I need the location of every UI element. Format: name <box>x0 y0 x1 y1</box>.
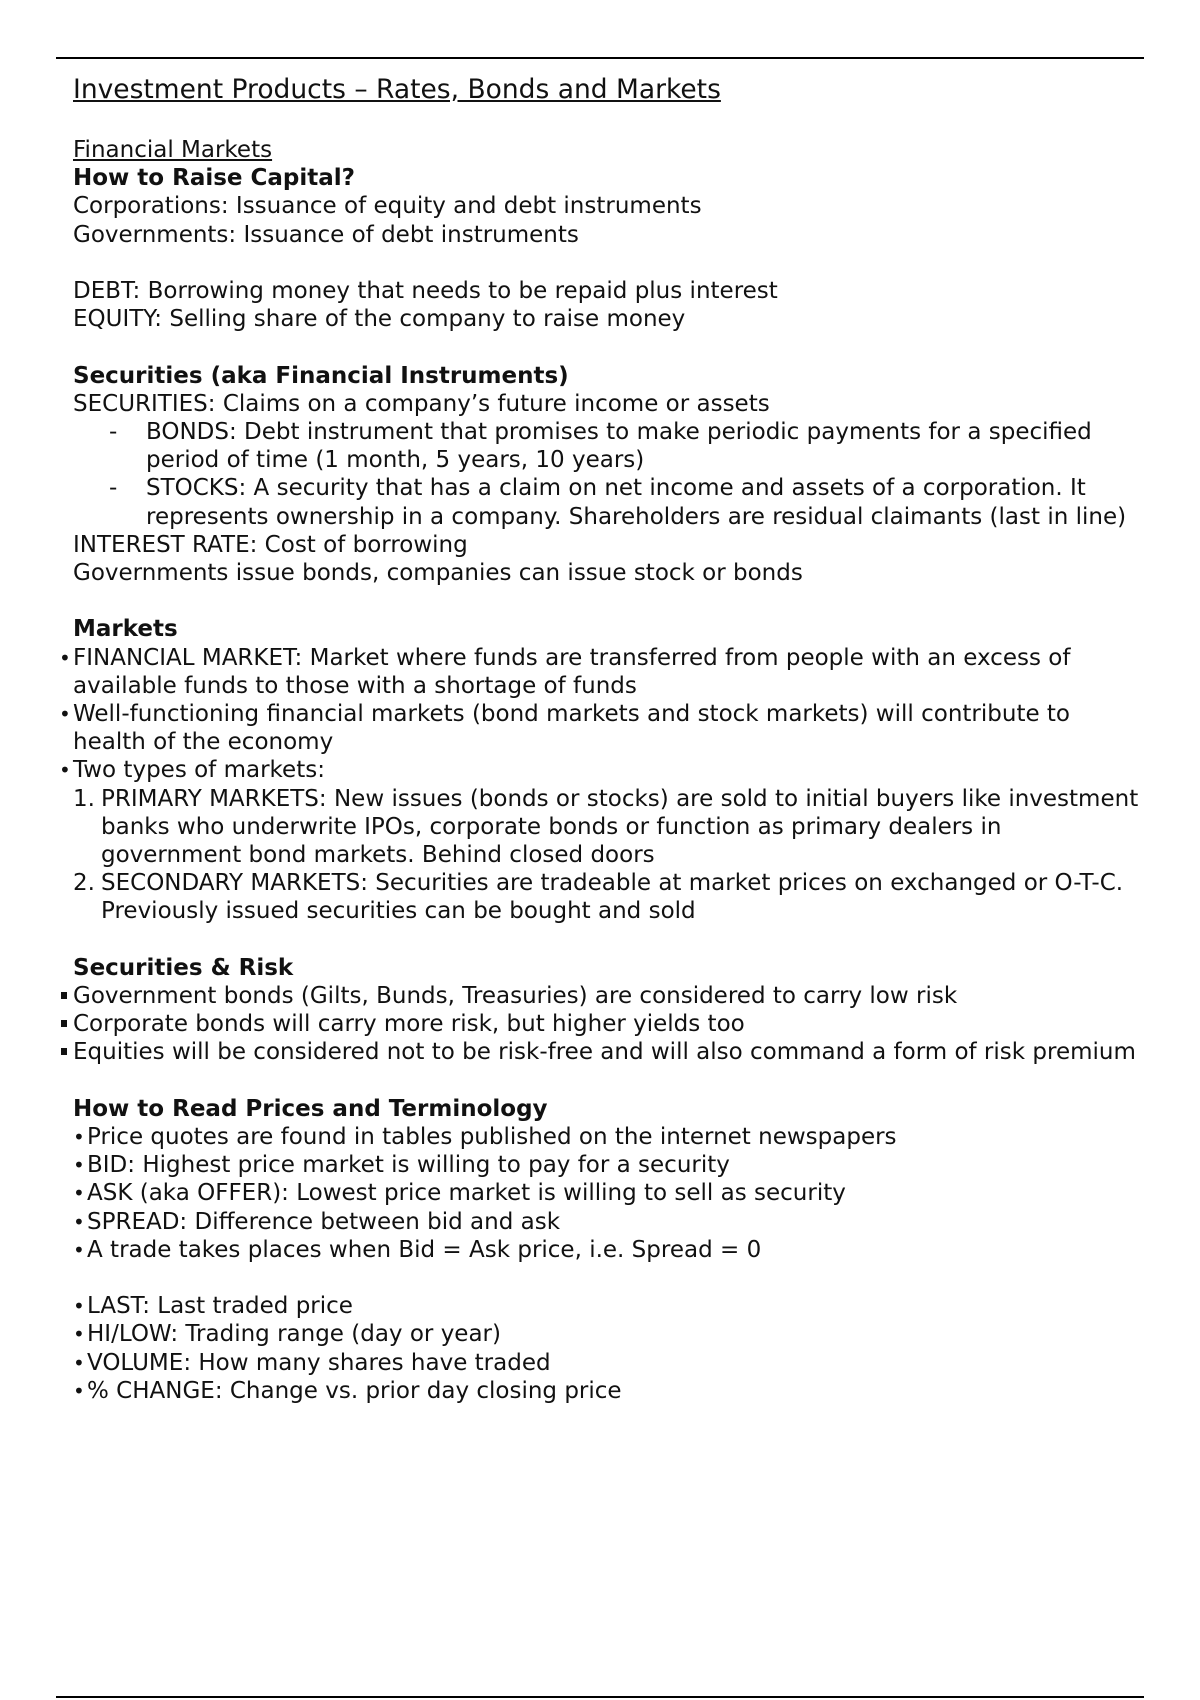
document-body <box>59 74 1143 1405</box>
list-item-text: STOCKS: A security that has a claim on net income and assets of a corporation. It represents ownership in a company. Shareholders are residual claimants (last in line) <box>146 475 1127 530</box>
definition-equity: EQUITY: Selling share of the company to raise money <box>73 306 686 333</box>
list-item <box>73 1208 1143 1236</box>
section-label-financial-markets: Financial Markets <box>73 137 273 163</box>
list-item-text: ASK (aka OFFER): Lowest price market is willing to sell as security <box>87 1180 846 1207</box>
list-item-text: VOLUME: How many shares have traded <box>87 1349 551 1376</box>
list-item-text: BONDS: Debt instrument that promises to make periodic payments for a specified period of time (1 month, 5 years, 10 years) <box>146 419 1092 474</box>
list-item-text: BID: Highest price market is willing to pay for a security <box>87 1152 730 1179</box>
list-item-text: A trade takes places when Bid = Ask price, i.e. Spread = 0 <box>87 1236 762 1263</box>
list-item <box>73 1349 1143 1377</box>
bullet-icon: • <box>73 1125 85 1150</box>
list-item <box>73 1038 1143 1066</box>
list-item-text: HI/LOW: Trading range (day or year) <box>87 1321 501 1348</box>
list-item-text: LAST: Last traded price <box>87 1293 353 1320</box>
list-item-text: Corporate bonds will carry more risk, but higher yields too <box>73 1011 745 1038</box>
heading-markets: Markets <box>73 616 178 643</box>
list-item <box>59 644 1143 700</box>
bottom-rule <box>56 1696 1144 1698</box>
list-item-text: Equities will be considered not to be risk-free and will also command a form of risk premium <box>73 1039 1136 1066</box>
bullet-icon: • <box>73 1350 85 1375</box>
list-item <box>73 1236 1143 1264</box>
bullet-icon: • <box>73 1378 85 1403</box>
list-item <box>73 1377 1143 1405</box>
list-item <box>73 1320 1143 1348</box>
list-item <box>73 1179 1143 1207</box>
bullet-icon: • <box>59 702 71 727</box>
bullet-icon: • <box>73 1237 85 1262</box>
heading-raise-capital: How to Raise Capital? <box>73 165 356 192</box>
list-item <box>59 700 1143 756</box>
list-item-text: Government bonds (Gilts, Bunds, Treasuries) are considered to carry low risk <box>73 983 958 1010</box>
square-bullet-icon <box>61 992 67 999</box>
text-line: Corporations: Issuance of equity and debt instruments <box>73 193 702 220</box>
item-number: 2. <box>73 870 95 897</box>
dash-marker: - <box>109 475 118 502</box>
list-item <box>59 756 1143 784</box>
list-item-text: Price quotes are found in tables published on the internet newspapers <box>87 1124 897 1151</box>
item-number: 1. <box>73 785 95 812</box>
list-item-text: FINANCIAL MARKET: Market where funds are transferred from people with an excess of available funds to those with a shortage of funds <box>73 644 1071 699</box>
bullet-icon: • <box>73 1153 85 1178</box>
list-item-text: SECONDARY MARKETS: Securities are tradeable at market prices on exchanged or O-T-C. Previously issued securities can be bought and sold <box>101 870 1124 925</box>
list-item <box>73 982 1143 1010</box>
square-bullet-icon <box>61 1048 67 1055</box>
bullet-icon: • <box>73 1322 85 1347</box>
bullet-icon: • <box>59 645 71 670</box>
list-item <box>73 1123 1143 1151</box>
list-item-stocks <box>73 474 1143 530</box>
issuers-line: Governments issue bonds, companies can issue stock or bonds <box>73 560 803 587</box>
securities-intro: SECURITIES: Claims on a company’s future income or assets <box>73 390 770 417</box>
bullet-icon: • <box>73 1181 85 1206</box>
definition-debt: DEBT: Borrowing money that needs to be repaid plus interest <box>73 278 778 304</box>
bullet-icon: • <box>59 758 71 783</box>
list-item-text: Two types of markets: <box>73 757 325 784</box>
heading-prices: How to Read Prices and Terminology <box>73 1095 548 1122</box>
interest-rate-line: INTEREST RATE: Cost of borrowing <box>73 531 468 558</box>
list-item-text: SPREAD: Difference between bid and ask <box>87 1208 561 1235</box>
list-item <box>73 1292 1143 1320</box>
bullet-icon: • <box>73 1294 85 1319</box>
document-title: Investment Products – Rates, Bonds and Markets <box>73 74 721 105</box>
list-item-text: Well-functioning financial markets (bond markets and stock markets) will contribute to health of the economy <box>73 701 1071 756</box>
square-bullet-icon <box>61 1020 67 1027</box>
top-rule <box>56 57 1144 59</box>
heading-securities: Securities (aka Financial Instruments) <box>73 362 569 389</box>
list-item-text: PRIMARY MARKETS: New issues (bonds or stocks) are sold to initial buyers like investment banks who underwrite IPOs, corporate bonds or function as primary dealers in government bond markets. Behind closed doors <box>101 785 1139 869</box>
heading-securities-risk: Securities & Risk <box>73 954 294 981</box>
text-line: Governments: Issuance of debt instruments <box>73 221 579 248</box>
bullet-icon: • <box>73 1209 85 1234</box>
list-item <box>73 1010 1143 1038</box>
list-item-text: % CHANGE: Change vs. prior day closing price <box>87 1377 622 1404</box>
list-item <box>73 1151 1143 1179</box>
numbered-item-primary <box>73 785 1143 870</box>
dash-marker: - <box>109 419 118 445</box>
numbered-item-secondary <box>73 869 1143 925</box>
list-item-bonds <box>73 418 1143 474</box>
